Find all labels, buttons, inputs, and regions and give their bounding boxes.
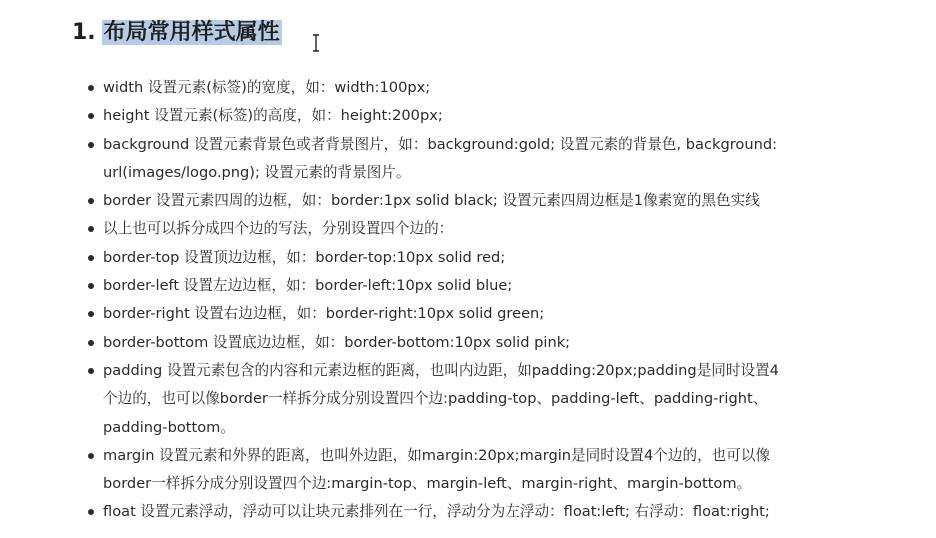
bullet-dot-icon [88,85,94,91]
list-item [86,215,876,243]
list-item-text-line: height 设置元素(标签)的高度，如：height:200px; [103,107,443,125]
bullet-dot-icon [88,255,94,261]
list-item [86,244,876,272]
bullet-dot-icon [88,198,94,204]
list-item-text-line: padding 设置元素包含的内容和元素边框的距离，也叫内边距，如padding:20px;padding是同时设置4 [103,361,779,379]
list-item-text-line: padding-bottom。 [103,418,235,436]
list-item [86,102,876,130]
bullet-dot-icon [88,453,94,459]
list-item-text-line: border-right 设置右边边框，如：border-right:10px solid green; [103,305,545,323]
text-cursor-icon [311,34,321,52]
list-item-text-line: float 设置元素浮动，浮动可以让块元素排列在一行，浮动分为左浮动：float:left; 右浮动：float:right; [103,503,770,521]
list-item-text-line: background 设置元素背景色或者背景图片，如：background:gold; 设置元素的背景色, background: [103,135,778,153]
bullet-dot-icon [88,311,94,317]
list-item-text-line: border 设置元素四周的边框，如：border:1px solid black; 设置元素四周边框是1像素宽的黑色实线 [103,192,760,210]
bullet-dot-icon [88,340,94,346]
bullet-dot-icon [88,113,94,119]
list-item [86,498,876,526]
list-item-text-line: border-left 设置左边边框，如：border-left:10px solid blue; [103,277,513,295]
bullet-dot-icon [88,142,94,148]
list-item-text-line: 个边的，也可以像border一样拆分成分别设置四个边:padding-top、padding-left、padding-right、 [103,390,768,408]
list-item-text-line: width 设置元素(标签)的宽度，如：width:100px; [103,79,431,96]
list-item [86,131,876,188]
bullet-dot-icon [88,283,94,289]
list-item-text-line: border-bottom 设置底边边框，如：border-bottom:10px solid pink; [103,333,571,351]
section-heading [72,16,282,50]
list-item [86,329,876,357]
bullet-dot-icon [88,226,94,232]
list-item-text-line: border一样拆分成分别设置四个边:margin-top、margin-left、margin-right、margin-bottom。 [103,475,752,493]
list-item-text-line: margin 设置元素和外界的距离，也叫外边距，如margin:20px;margin是同时设置4个边的，也可以像 [103,446,771,464]
list-item-text-line: border-top 设置顶边边框，如：border-top:10px solid red; [103,248,506,266]
heading-title-selected[interactable]: 布局常用样式属性 [103,20,280,45]
list-item [86,442,876,499]
heading-number: 1. [72,20,96,45]
bullet-dot-icon [88,509,94,515]
list-item-text-line: 以上也可以拆分成四个边的写法，分别设置四个边的： [103,220,454,238]
list-item [86,74,876,102]
list-item [86,187,876,215]
list-item-text-line: url(images/logo.png); 设置元素的背景图片。 [103,163,411,181]
list-item [86,300,876,328]
bullet-list [86,74,876,527]
list-item [86,272,876,300]
bullet-dot-icon [88,368,94,374]
list-item [86,357,876,442]
